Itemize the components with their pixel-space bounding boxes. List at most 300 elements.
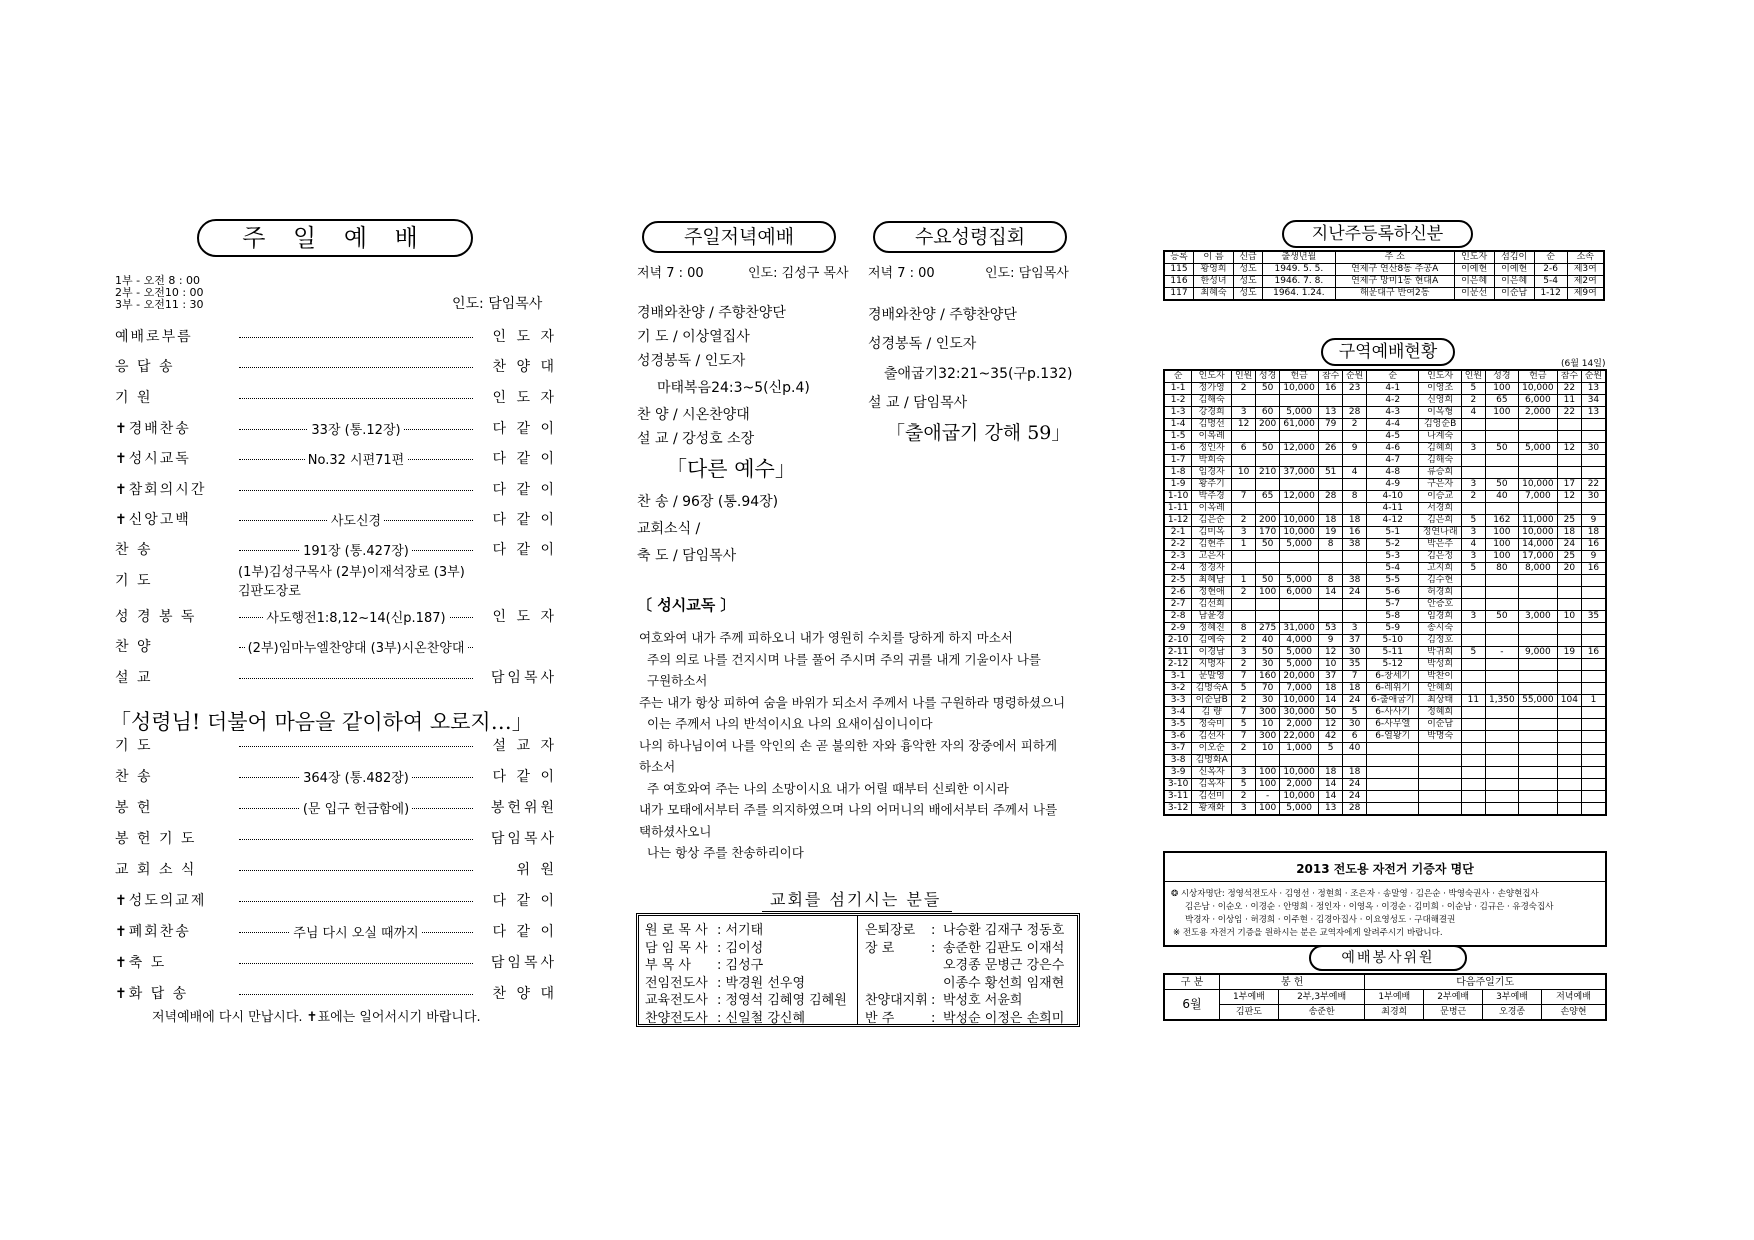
district-cell [1581, 719, 1606, 731]
responsive-line: 나의 하나님이여 나를 악인의 손 곧 불의한 자와 흉악한 자의 장중에서 피하게 [639, 737, 1058, 753]
district-cell: 22 [1581, 479, 1606, 491]
order-leader-line [235, 828, 477, 848]
district-cell: 4-1 [1367, 383, 1419, 395]
district-cell-empty [1518, 791, 1557, 803]
district-cell: 3 [1232, 407, 1256, 419]
district-cell [1485, 671, 1518, 683]
registration-cell: 이예현 [1454, 264, 1494, 276]
wednesday-sermon: 「출애굽기 강해 59」 [886, 422, 1071, 444]
responsive-line: 택하셨사오니 [639, 823, 712, 839]
district-cell [1485, 635, 1518, 647]
district-cell: 30 [1581, 443, 1606, 455]
district-cell: 6-출애굽기 [1367, 695, 1419, 707]
registration-cell: 1946. 7. 8. [1262, 276, 1335, 288]
district-cell: 4-2 [1367, 395, 1419, 407]
registration-header: 섬김이 [1494, 251, 1534, 264]
order-row [115, 859, 557, 879]
sunday-title: 주 일 예 배 [197, 219, 473, 257]
order-who: 인 도 자 [492, 329, 557, 345]
order-leader-line [235, 890, 477, 910]
district-cell: 3 [1461, 479, 1485, 491]
district-cell: 3 [1232, 767, 1256, 779]
order-row [115, 539, 557, 559]
district-cell: 6-사무엘 [1367, 719, 1419, 731]
servant-names: 이종수 황선희 임재현 [943, 975, 1065, 991]
district-cell: 10,000 [1518, 527, 1557, 539]
district-cell: 4-12 [1367, 515, 1419, 527]
order-leader-line [235, 479, 477, 499]
district-cell [1280, 479, 1319, 491]
district-cell: 김선희 [1192, 599, 1232, 611]
table-row [1164, 683, 1606, 695]
district-cell: 3-10 [1164, 779, 1192, 791]
district-cell: 3 [1232, 803, 1256, 816]
district-cell: 3-11 [1164, 791, 1192, 803]
registration-header: 소속 [1567, 251, 1604, 264]
table-row [1164, 611, 1606, 623]
district-cell: 1-9 [1164, 479, 1192, 491]
district-cell: 2-1 [1164, 527, 1192, 539]
district-header: 순 [1367, 370, 1419, 383]
district-cell: 이옥형 [1419, 407, 1462, 419]
district-cell [1581, 419, 1606, 431]
district-cell [1557, 671, 1581, 683]
district-cell: 1 [1232, 575, 1256, 587]
district-cell [1485, 707, 1518, 719]
district-cell: 박명숙 [1419, 731, 1462, 743]
district-cell [1343, 563, 1367, 575]
district-cell [1256, 599, 1280, 611]
order-row [115, 797, 557, 817]
order-leader-line [235, 448, 477, 468]
district-cell: 100 [1485, 407, 1518, 419]
wc-name: 오경종 [1483, 1005, 1542, 1021]
district-cell: 9 [1581, 515, 1606, 527]
district-cell [1461, 683, 1485, 695]
district-cell [1557, 455, 1581, 467]
district-cell: 5 [1232, 683, 1256, 695]
district-cell-empty [1557, 767, 1581, 779]
district-cell: 18 [1557, 527, 1581, 539]
district-cell: 정혜진 [1192, 623, 1232, 635]
district-cell: 정현애 [1192, 587, 1232, 599]
registration-cell: 제3여 [1567, 264, 1604, 276]
servant-role: 찬양대지휘 [865, 993, 928, 1008]
district-cell: 100 [1485, 527, 1518, 539]
district-cell: 38 [1343, 575, 1367, 587]
registration-cell: 1949. 5. 5. [1262, 264, 1335, 276]
responsive-line: 여호와여 내가 주께 피하오니 내가 영원히 수치를 당하게 하지 마소서 [639, 630, 1013, 645]
district-cell: 5-6 [1367, 587, 1419, 599]
servant-names: 김성구 [725, 958, 764, 973]
order-leader-line [235, 387, 477, 407]
district-cell: 1 [1581, 695, 1606, 707]
evening-line: 성경봉독 / 인도자 [637, 353, 746, 369]
district-cell [1232, 599, 1256, 611]
order-leader-line [235, 735, 477, 755]
order-leader-line [235, 606, 477, 626]
district-cell: 2-6 [1164, 587, 1192, 599]
district-header: 인원 [1461, 370, 1485, 383]
district-cell [1557, 503, 1581, 515]
district-cell: 2,000 [1518, 407, 1557, 419]
district-cell: 1 [1232, 539, 1256, 551]
evening-title: 주일저녁예배 [642, 221, 836, 253]
district-cell: 5-11 [1367, 647, 1419, 659]
district-cell [1343, 599, 1367, 611]
district-cell: 100 [1485, 539, 1518, 551]
district-cell: 65 [1256, 491, 1280, 503]
order-item: 사도행전1:8,12~14(신p.187) [263, 607, 448, 626]
district-cell [1319, 395, 1343, 407]
district-cell-empty [1557, 755, 1581, 767]
table-row [1164, 587, 1606, 599]
district-cell: 25 [1557, 551, 1581, 563]
district-cell [1581, 455, 1606, 467]
district-cell [1461, 719, 1485, 731]
district-cell: 서경희 [1419, 503, 1462, 515]
district-cell [1557, 623, 1581, 635]
servant-row [865, 989, 1022, 1008]
district-cell [1461, 659, 1485, 671]
registration-cell: 해운대구 반여2동 [1335, 288, 1454, 301]
order-row [115, 828, 557, 848]
order-label: 성 경 봉 독 [115, 609, 197, 625]
district-cell [1557, 419, 1581, 431]
evening-line: 기 도 / 이상열집사 [637, 329, 750, 345]
district-cell [1256, 551, 1280, 563]
district-cell-empty [1485, 743, 1518, 755]
wednesday-line: 경배와찬양 / 주향찬양단 [868, 307, 1017, 323]
district-cell: 3-2 [1164, 683, 1192, 695]
district-cell [1232, 755, 1256, 767]
servants-underline [762, 911, 952, 912]
order-row [115, 921, 557, 941]
district-cell: 1-3 [1164, 407, 1192, 419]
responsive-title [637, 594, 735, 615]
district-cell: 10,000 [1280, 791, 1319, 803]
district-cell: 1-7 [1164, 455, 1192, 467]
servant-row [645, 1007, 805, 1026]
district-cell: 35 [1581, 611, 1606, 623]
district-cell: 황재화 [1192, 803, 1232, 816]
servant-role: 부 목 사 [645, 958, 691, 973]
wednesday-line: 성경봉독 / 인도자 [868, 336, 977, 352]
district-cell: 12 [1319, 719, 1343, 731]
district-cell [1485, 719, 1518, 731]
district-cell [1280, 455, 1319, 467]
order-row [115, 952, 557, 972]
district-cell: 37 [1343, 635, 1367, 647]
district-cell [1280, 431, 1319, 443]
responsive-line: 내가 모태에서부터 주를 의지하였으며 나의 어머니의 배에서부터 주께서 나를 [639, 802, 1058, 817]
servant-row [865, 919, 1064, 938]
district-cell [1280, 395, 1319, 407]
servant-row [645, 937, 763, 956]
district-cell: 14 [1319, 587, 1343, 599]
district-cell: 이순남B [1192, 695, 1232, 707]
servant-names: 김이성 [725, 940, 764, 956]
servants-divider [857, 916, 858, 1024]
district-cell: 김명숙A [1192, 683, 1232, 695]
order-row [115, 479, 557, 499]
district-cell: 1-12 [1164, 515, 1192, 527]
table-row [1164, 671, 1606, 683]
order-who: 담임목사 [490, 831, 557, 847]
district-cell: 3-3 [1164, 695, 1192, 707]
registration-cell: 성도 [1234, 276, 1263, 288]
district-cell [1343, 479, 1367, 491]
table-row [1164, 467, 1606, 479]
servant-sep: : [931, 923, 936, 938]
district-cell: 50 [1485, 611, 1518, 623]
district-cell [1343, 395, 1367, 407]
district-cell: 김은정 [1419, 551, 1462, 563]
servant-row [865, 954, 1064, 973]
district-cell-empty [1581, 767, 1606, 779]
district-cell [1518, 707, 1557, 719]
sunday-leader: 인도: 담임목사 [452, 296, 543, 312]
district-cell [1319, 455, 1343, 467]
district-cell: 2,000 [1280, 779, 1319, 791]
district-cell: 3 [1461, 611, 1485, 623]
district-cell: 210 [1256, 467, 1280, 479]
district-cell [1581, 731, 1606, 743]
district-cell: 1-5 [1164, 431, 1192, 443]
order-who: 설 교 자 [492, 738, 557, 754]
order-leader-line [235, 859, 477, 879]
table-row [1164, 407, 1606, 419]
registration-cell: 한성녀 [1194, 276, 1234, 288]
district-cell: 2 [1343, 419, 1367, 431]
district-cell-empty [1367, 743, 1419, 755]
district-cell [1485, 455, 1518, 467]
district-cell: 50 [1485, 479, 1518, 491]
district-cell-empty [1485, 767, 1518, 779]
district-cell: 10,000 [1280, 515, 1319, 527]
district-cell: 5-8 [1367, 611, 1419, 623]
district-cell: 임경희 [1419, 611, 1462, 623]
district-cell: 275 [1256, 623, 1280, 635]
order-label: ✝화 답 송 [115, 986, 189, 1002]
district-cell: 200 [1256, 515, 1280, 527]
table-row [1164, 791, 1606, 803]
district-cell [1557, 659, 1581, 671]
district-cell-empty [1581, 803, 1606, 816]
district-cell [1319, 563, 1343, 575]
district-cell: 19 [1319, 527, 1343, 539]
district-cell: 6 [1343, 731, 1367, 743]
district-cell-empty [1419, 779, 1462, 791]
district-cell: 구은자 [1419, 479, 1462, 491]
district-cell: 14 [1319, 779, 1343, 791]
bicycle-line: 김은남 · 이순오 · 이경순 · 안명희 · 정인자 · 이영옥 · 이경순 · 김미희 · 이순남 · 김규은 · 유경숙집사 [1185, 902, 1554, 912]
district-cell-empty [1485, 755, 1518, 767]
order-label: ✝성시교독 [115, 451, 191, 467]
district-cell: 안혜희 [1419, 683, 1462, 695]
district-cell [1518, 719, 1557, 731]
district-cell-empty [1461, 803, 1485, 816]
district-cell-empty [1485, 779, 1518, 791]
district-cell: 4-4 [1367, 419, 1419, 431]
servants-title: 교회를 섬기시는 분들 [770, 890, 942, 909]
order-row [115, 636, 557, 656]
district-cell [1280, 563, 1319, 575]
district-cell [1581, 587, 1606, 599]
district-cell [1319, 599, 1343, 611]
district-cell: 7 [1343, 671, 1367, 683]
registration-cell: 연제구 연산8동 주공A [1335, 264, 1454, 276]
district-cell [1518, 731, 1557, 743]
district-cell: 1-1 [1164, 383, 1192, 395]
district-date: (6월 14일) [1561, 359, 1606, 369]
district-cell: 4-9 [1367, 479, 1419, 491]
district-cell: 5-4 [1367, 563, 1419, 575]
district-cell-empty [1557, 803, 1581, 816]
district-cell: 25 [1557, 515, 1581, 527]
table-row [1164, 515, 1606, 527]
district-cell [1256, 395, 1280, 407]
district-cell [1518, 575, 1557, 587]
district-cell: 40 [1485, 491, 1518, 503]
table-row [1164, 276, 1604, 288]
district-cell: 8,000 [1518, 563, 1557, 575]
district-cell: 2-12 [1164, 659, 1192, 671]
district-cell [1581, 575, 1606, 587]
district-cell [1461, 731, 1485, 743]
district-cell [1343, 755, 1367, 767]
servant-role: 원 로 목 사 [645, 923, 708, 938]
district-header: 인도자 [1192, 370, 1232, 383]
order-who: 담임목사 [490, 955, 557, 971]
district-table [1163, 369, 1607, 816]
servant-sep: : [717, 940, 726, 956]
district-cell: 9 [1343, 443, 1367, 455]
district-cell: 2-7 [1164, 599, 1192, 611]
district-cell: 24 [1343, 695, 1367, 707]
responsive-title-text: 성시교독 [657, 596, 716, 614]
district-cell: 50 [1319, 707, 1343, 719]
servant-names: 박경원 선우영 [725, 975, 805, 991]
district-cell: 70 [1256, 683, 1280, 695]
district-cell-empty [1518, 767, 1557, 779]
district-cell: 허경희 [1419, 587, 1462, 599]
table-row [1164, 383, 1606, 395]
table-row [1164, 623, 1606, 635]
wc-sub: 2부,3부예배 [1278, 990, 1365, 1005]
district-cell-empty [1581, 755, 1606, 767]
district-cell [1581, 671, 1606, 683]
district-cell: 송시숙 [1419, 623, 1462, 635]
order-item: (2부)임마누엘찬양대 (3부)시온찬양대 [245, 637, 468, 656]
district-cell: 30,000 [1280, 707, 1319, 719]
sunday-footer: 저녁예배에 다시 만납시다. ✝표에는 일어서시기 바랍니다. [152, 1010, 481, 1025]
district-cell: 2-9 [1164, 623, 1192, 635]
district-cell: 4-6 [1367, 443, 1419, 455]
district-cell: 정인자 [1192, 443, 1232, 455]
district-cell: 10,000 [1280, 767, 1319, 779]
district-cell: 5,000 [1280, 659, 1319, 671]
district-cell: 3-1 [1164, 671, 1192, 683]
district-cell: 65 [1485, 395, 1518, 407]
district-cell: 50 [1485, 443, 1518, 455]
table-row [1164, 599, 1606, 611]
order-leader-line [235, 797, 477, 817]
district-cell [1485, 623, 1518, 635]
order-who: 위 원 [516, 862, 557, 878]
district-cell: 50 [1256, 539, 1280, 551]
order-label: 응 답 송 [115, 359, 175, 375]
district-cell: 2 [1232, 743, 1256, 755]
district-cell: 1-11 [1164, 503, 1192, 515]
district-cell: 18 [1581, 527, 1606, 539]
district-cell [1557, 707, 1581, 719]
district-cell [1461, 455, 1485, 467]
district-cell: 2-5 [1164, 575, 1192, 587]
registration-table [1163, 250, 1605, 301]
district-cell: 5-1 [1367, 527, 1419, 539]
district-cell: 5,000 [1518, 443, 1557, 455]
district-cell: 3 [1461, 527, 1485, 539]
order-label: 찬 송 [115, 542, 153, 558]
district-cell: 4-10 [1367, 491, 1419, 503]
district-cell: 14 [1319, 791, 1343, 803]
table-row [1164, 695, 1606, 707]
district-cell-empty [1557, 791, 1581, 803]
district-cell [1461, 671, 1485, 683]
district-cell: 1,000 [1280, 743, 1319, 755]
order-row [115, 735, 557, 755]
district-cell: 김은순 [1192, 515, 1232, 527]
district-cell: 24 [1343, 587, 1367, 599]
district-header: 순원 [1581, 370, 1606, 383]
district-cell: 10,000 [1280, 695, 1319, 707]
district-cell: 6 [1232, 443, 1256, 455]
registration-cell: 116 [1164, 276, 1194, 288]
district-cell [1581, 635, 1606, 647]
district-cell: 3,000 [1518, 611, 1557, 623]
order-row [115, 509, 557, 529]
registration-cell: 성도 [1234, 264, 1263, 276]
district-cell: 10,000 [1280, 383, 1319, 395]
district-cell: 4-11 [1367, 503, 1419, 515]
district-cell [1461, 707, 1485, 719]
district-cell: 2-3 [1164, 551, 1192, 563]
district-cell: 16 [1319, 383, 1343, 395]
district-cell [1461, 503, 1485, 515]
wc-sub: 1부예배 [1365, 990, 1424, 1005]
district-cell: 13 [1319, 407, 1343, 419]
order-leader-line [235, 565, 477, 599]
district-cell: 50 [1256, 647, 1280, 659]
order-who: 다 같 이 [492, 512, 557, 528]
district-cell: 5-2 [1367, 539, 1419, 551]
district-cell: 최상태 [1419, 695, 1462, 707]
order-row [115, 766, 557, 786]
table-row [1164, 539, 1606, 551]
sunday-time-3: 3부 - 오전11 : 30 [115, 298, 204, 311]
district-cell [1485, 599, 1518, 611]
district-cell: 3 [1232, 647, 1256, 659]
district-cell [1581, 623, 1606, 635]
district-cell: 김명화A [1192, 755, 1232, 767]
district-cell: 정가영 [1192, 383, 1232, 395]
district-title: 구역예배현황 [1321, 338, 1455, 366]
district-cell: 18 [1319, 515, 1343, 527]
district-header: 인원 [1232, 370, 1256, 383]
order-who: 봉헌위원 [490, 800, 557, 816]
order-who: 다 같 이 [492, 451, 557, 467]
